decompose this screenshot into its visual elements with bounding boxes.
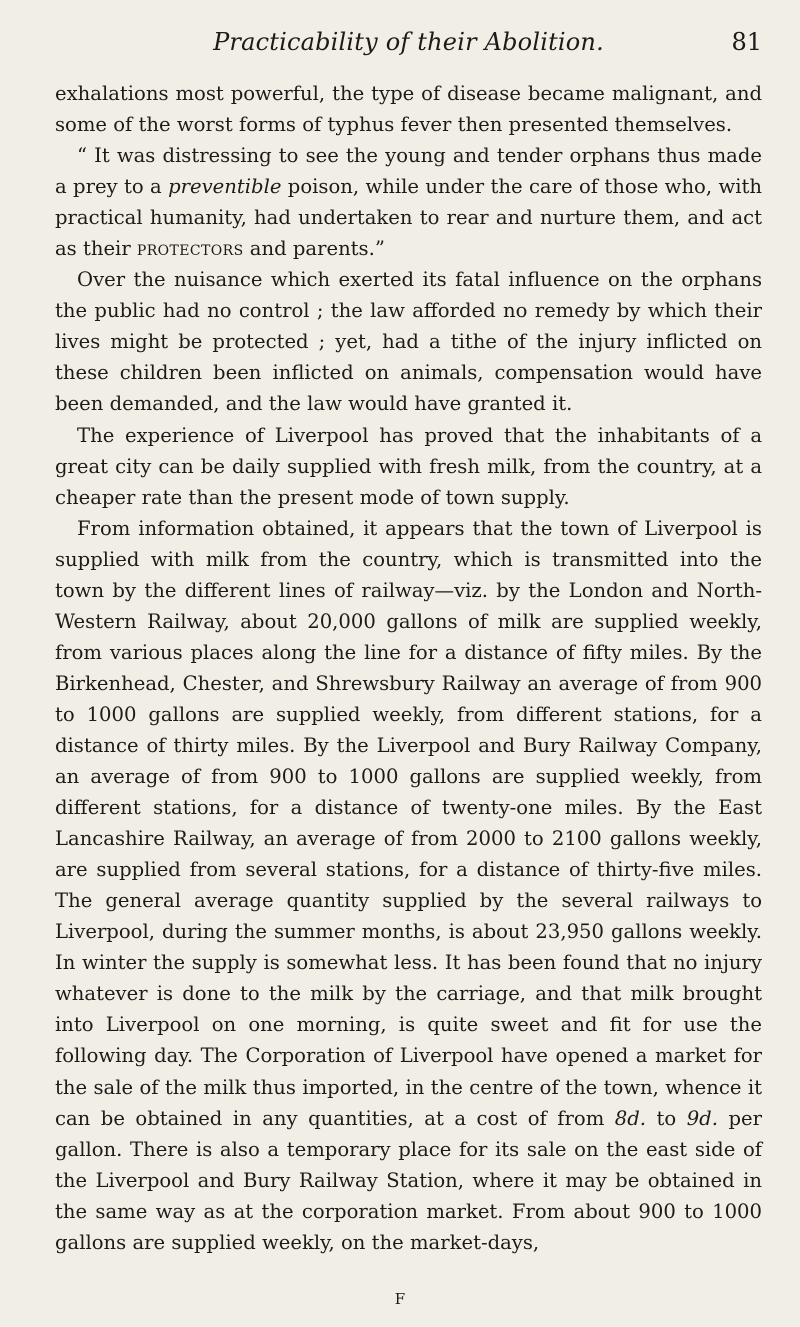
price-to: to (646, 1106, 687, 1130)
quote-text-end: and parents.” (243, 237, 385, 261)
paragraph-nuisance: Over the nuisance which exerted its fatal influence on the orphans the public had no control ; the law afforded no remedy by which their lives might be protected ; yet, had a tithe of the injury inflicted on these children been inflicted on animals, compensation would have been demanded, and the law would have granted it. (55, 268, 762, 416)
paragraph-liverpool-experience: The experience of Liverpool has proved that the inhabitants of a great city can be daily supplied with fresh milk, from the country, at a cheaper rate than the present mode of town supply. (55, 423, 762, 509)
price-high: 9d. (686, 1106, 718, 1130)
body-text (55, 78, 762, 1258)
paragraph-continued: exhalations most powerful, the type of disease became malignant, and some of the worst forms of typhus fever then presented themselves. (55, 82, 762, 137)
quote-text-start: “ It was distressing to see the young and tender orphans thus made a prey to a (55, 144, 762, 199)
quote-text-middle: poison, while under the care of those who, with practical humanity, had undertaken to rear and nurture them, and act as their (55, 175, 762, 261)
running-title: Practicability of their Abolition. (213, 28, 604, 56)
paragraph-quote (55, 140, 762, 264)
running-header (55, 28, 762, 64)
paragraph-milk-supply (55, 513, 762, 1258)
price-low: 8d. (614, 1106, 647, 1130)
milk-supply-text: From information obtained, it appears that the town of Liverpool is supplied with milk from the country, which is transmitted into the town by the different lines of railway—viz. by the London and North-Western Railway, about 20,000 gallons of milk are supplied weekly, from various places along the line for a distance of fifty miles. By the Birkenhead, Chester, and Shrewsbury Railway an average of from 900 to 1000 gallons are supplied weekly, from different stations, for a distance of thirty miles. By the Liverpool and Bury Railway Company, an average of from 900 to 1000 gallons are supplied weekly, from different stations, for a distance of twenty-one miles. By the East Lancashire Railway, an average of from 2000 to 2100 gallons weekly, are supplied from several stations, for a distance of thirty-five miles. The general average quantity supplied by the several railways to Liverpool, during the summer months, is about 23,950 gallons weekly. In winter the supply is somewhat less. It has been found that no injury whatever is done to the milk by the carriage, and that milk brought into Liverpool on one morning, is quite sweet and fit for use the following day. The Corporation of Liverpool have opened a market for the sale of the milk thus imported, in the centre of the town, whence it can be obtained in any quantities, at a cost of from (55, 516, 762, 1130)
signature-mark: F (394, 1290, 406, 1308)
page-number: 81 (731, 28, 762, 56)
milk-supply-text-end: per gallon. There is also a temporary place for its sale on the east side of the Liverpool and Bury Railway Station, where it may be obtained in the same way as at the corporation market. From about 900 to 1000 gallons are supplied weekly, on the market-days, (55, 1106, 762, 1254)
small-caps-protectors: protectors (136, 237, 244, 261)
emphasis-preventible: preventible (168, 175, 282, 199)
